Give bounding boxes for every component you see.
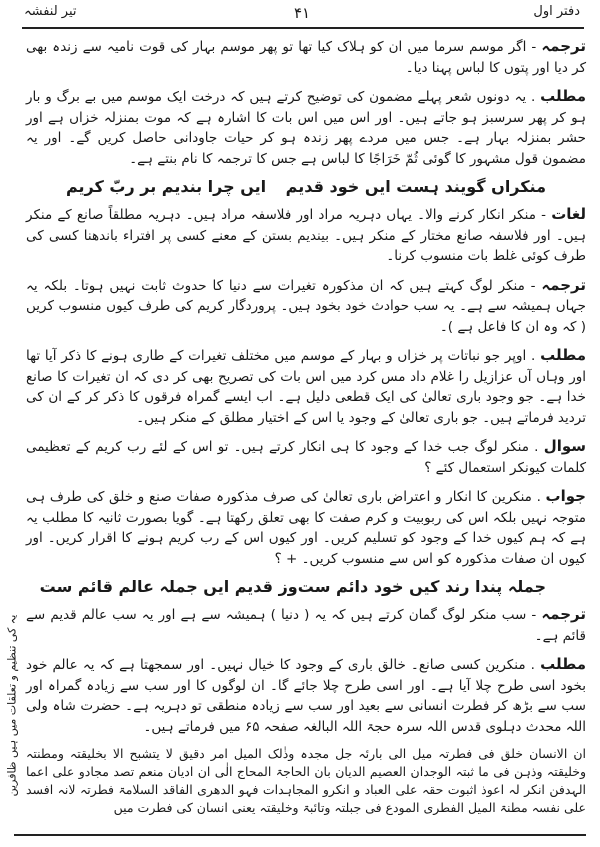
footer-rule — [14, 834, 586, 836]
page-body — [26, 36, 586, 821]
verse-second-hemistich: وز قدیم ایں جملہ عالم قائم ست — [39, 577, 298, 596]
paragraph-label: ترجمہ — [541, 275, 587, 294]
page-number: ۴۱ — [293, 4, 311, 22]
paragraph — [26, 345, 586, 428]
verse-couplet — [26, 577, 586, 596]
paragraph-label: مطلب — [540, 87, 586, 105]
paragraph — [26, 654, 586, 737]
paragraph — [26, 275, 586, 338]
paragraph-text: . منکرین کا انکار و اعتراض باری تعالیٰ کی صرف مذکورہ صفات صنع و خلق کی طرف ہی متوجہ نہیں بلکہ اس کی ربوبیت و کرم صفت کا بھی تعلق رکھتا ہے۔ گویا بصورت ثانیہ کا مطلب یہ ہے کہ ہم کیوں خدا کے وجود کو تسلیم کریں۔ اور کیوں اس کے رب کریم ہونے کا اقرار کریں۔ اور کیوں ان صفات مذکورہ کو اس سے منسوب کریں۔ + ؟ — [26, 489, 586, 567]
paragraph-text: - منکر انکار کرنے والا۔ یہاں دہریہ مراد اور فلاسفہ مراد ہیں۔ دہریہ مطلقاً صانع کے منکر ہیں۔ اور فلاسفہ صانع مختار کے منکر ہیں۔ بیندیم بستن کے معنے کسی پر افتراء باندھنا کسی کی طرف کوئی غلط بات منسوب کرنا۔ — [26, 207, 586, 264]
paragraph-text: - منکر لوگ کہتے ہیں کہ ان مذکورہ تغیرات سے دنیا کا حدوث ثابت نہیں ہوتا۔ بلکہ یہ جہاں ہمیشہ سے ہے۔ یہ سب حوادث خود بخود ہیں۔ پروردگار کریم کی طرف کیوں منسوب کریں ( کہ وہ ان کا فاعل ہے )۔ — [26, 277, 586, 335]
header-rule — [22, 27, 584, 29]
verse-couplet — [26, 177, 586, 196]
paragraph-label: مطلب — [540, 655, 586, 673]
paragraph-text: . یہ دونوں شعر پہلے مضمون کی توضیح کرتے ہیں کہ درخت ایک موسم میں بے برگ و بار ہو کر پھر سرسبز ہو جاتے ہیں۔ اور اس میں اس بات کا اشارہ ہے کہ موت بمنزلہ خزاں ہے اور حشر بمنزلہ بہار ہے۔ جس میں مردے پھر زندہ ہو کر حیات جاودانی حاصل کریں گے۔ اور یہ مضمون قول مشہور کا گوئی ثُمّ خَرَاجًا کا لباس ہے جس کا ترجمہ کا نام بنتے ہے۔ — [26, 89, 586, 167]
paragraph-text: - اگر موسم سرما میں ان کو ہلاک کیا تھا تو پھر موسم بہار کی قوت نامیہ سے زندہ بھی کر دیا اور پتوں کا لباس پہنا دیا۔ — [26, 39, 586, 76]
margin-note — [2, 584, 22, 834]
paragraph — [26, 604, 586, 646]
paragraph — [26, 486, 586, 569]
paragraph — [26, 204, 586, 267]
arabic-quotation: ان الانسان خلق فی فطرتہ میل الی بارئہ جل مجدہ وذٰلک المیل امر دقیق لا یتشبح الا بخلیقتہ ومطنتہ وخلیقتہ وذہن فی ما ثبتہ الوجدان العصیم الدیان بان الحاجۃ المحاج الٰی ان ادیان منعم تصد مجادو علی اعما الہدفن انکر لہ اعوذ اثبوت حقہ علی العباد و انکرو المجاہدات فہو الدھری الفاقد السلامۃ فطرتہ لانہ افسد علی نفسہ مطنۃ المیل الفطری المودع فی جبلتہ وتائبۃ وخلیقتہ یعنی انسان کی فطرت میں — [26, 746, 586, 815]
page-header — [18, 4, 586, 26]
paragraph-text: . اوپر جو نباتات پر خزاں و بہار کے موسم میں مختلف تغیرات کے طاری ہونے کا ذکر آیا تھا اور وہاں آں عزازیل را غلام داد مس کرد میں اس بات کی تصریح بھی کر دی کہ ان تغیرات کا صانع خدا ہے۔ جو وجود باری تعالیٰ کی ایک قطعی دلیل ہے۔ اب ایسے گمراہ فرقوں کا ذکر کر کے ان کی تردید فرماتے ہیں۔ جو باری تعالیٰ کے وجود یا اس کے اختیار مطلق کے منکر ہیں۔ — [26, 348, 586, 426]
book-section-title: دفتر اول — [533, 4, 580, 19]
paragraph-text: - سب منکر لوگ گمان کرتے ہیں کہ یہ ( دنیا ) ہمیشہ سے ہے اور یہ سب عالم قدیم سے قائم ہے۔ — [26, 607, 586, 644]
margin-note-text: یہ کی تنظیم و تعلقات میں ہیں ظافرین — [5, 614, 19, 797]
paragraph — [26, 86, 586, 169]
verse-first-hemistich: جملہ پندا رند کیں خود دائم ست — [297, 577, 546, 596]
book-title: تیر لنفشہ — [24, 4, 77, 19]
paragraph-label: ترجمہ — [541, 37, 586, 55]
verse-first-hemistich: منکراں گویند ہست ایں خود قدیم — [285, 177, 546, 196]
paragraph — [26, 436, 586, 478]
paragraph-label: سوال — [543, 437, 586, 455]
paragraph-text: . منکرین کسی صانع۔ خالق باری کے وجود کا خیال نہیں۔ اور سمجھتا ہے کہ یہ عالم خود بخود اسی طرح چلا آیا ہے۔ اور اسی طرح چلا جائے گا۔ ان لوگوں کا اور سب سے زیادہ گمراہ اور سب سے بڑھ کر فطرت انسانی سے بعید اور سب سے زیادہ منطقی تو دہریہ ہے۔ حضرت شاہ ولی اللہ محدث دہلوی قدس اللہ سرہ حجۃ اللہ البالغہ صفحہ ۶۵ میں فرماتے ہیں۔ — [26, 657, 586, 735]
paragraph-label: لغات — [551, 205, 586, 223]
paragraph-label: مطلب — [540, 346, 586, 364]
paragraph-label: ترجمہ — [541, 605, 587, 623]
paragraph — [26, 36, 586, 78]
verse-second-hemistich: ایں چرا بندیم بر ربّ کریم — [66, 177, 267, 196]
paragraph-label: جواب — [545, 487, 586, 505]
paragraph-text: . منکر لوگ جب خدا کے وجود کا ہی انکار کرتے ہیں۔ تو اس کے لئے رب کریم کے تعظیمی کلمات کیونکر استعمال کئے ؟ — [26, 439, 586, 476]
